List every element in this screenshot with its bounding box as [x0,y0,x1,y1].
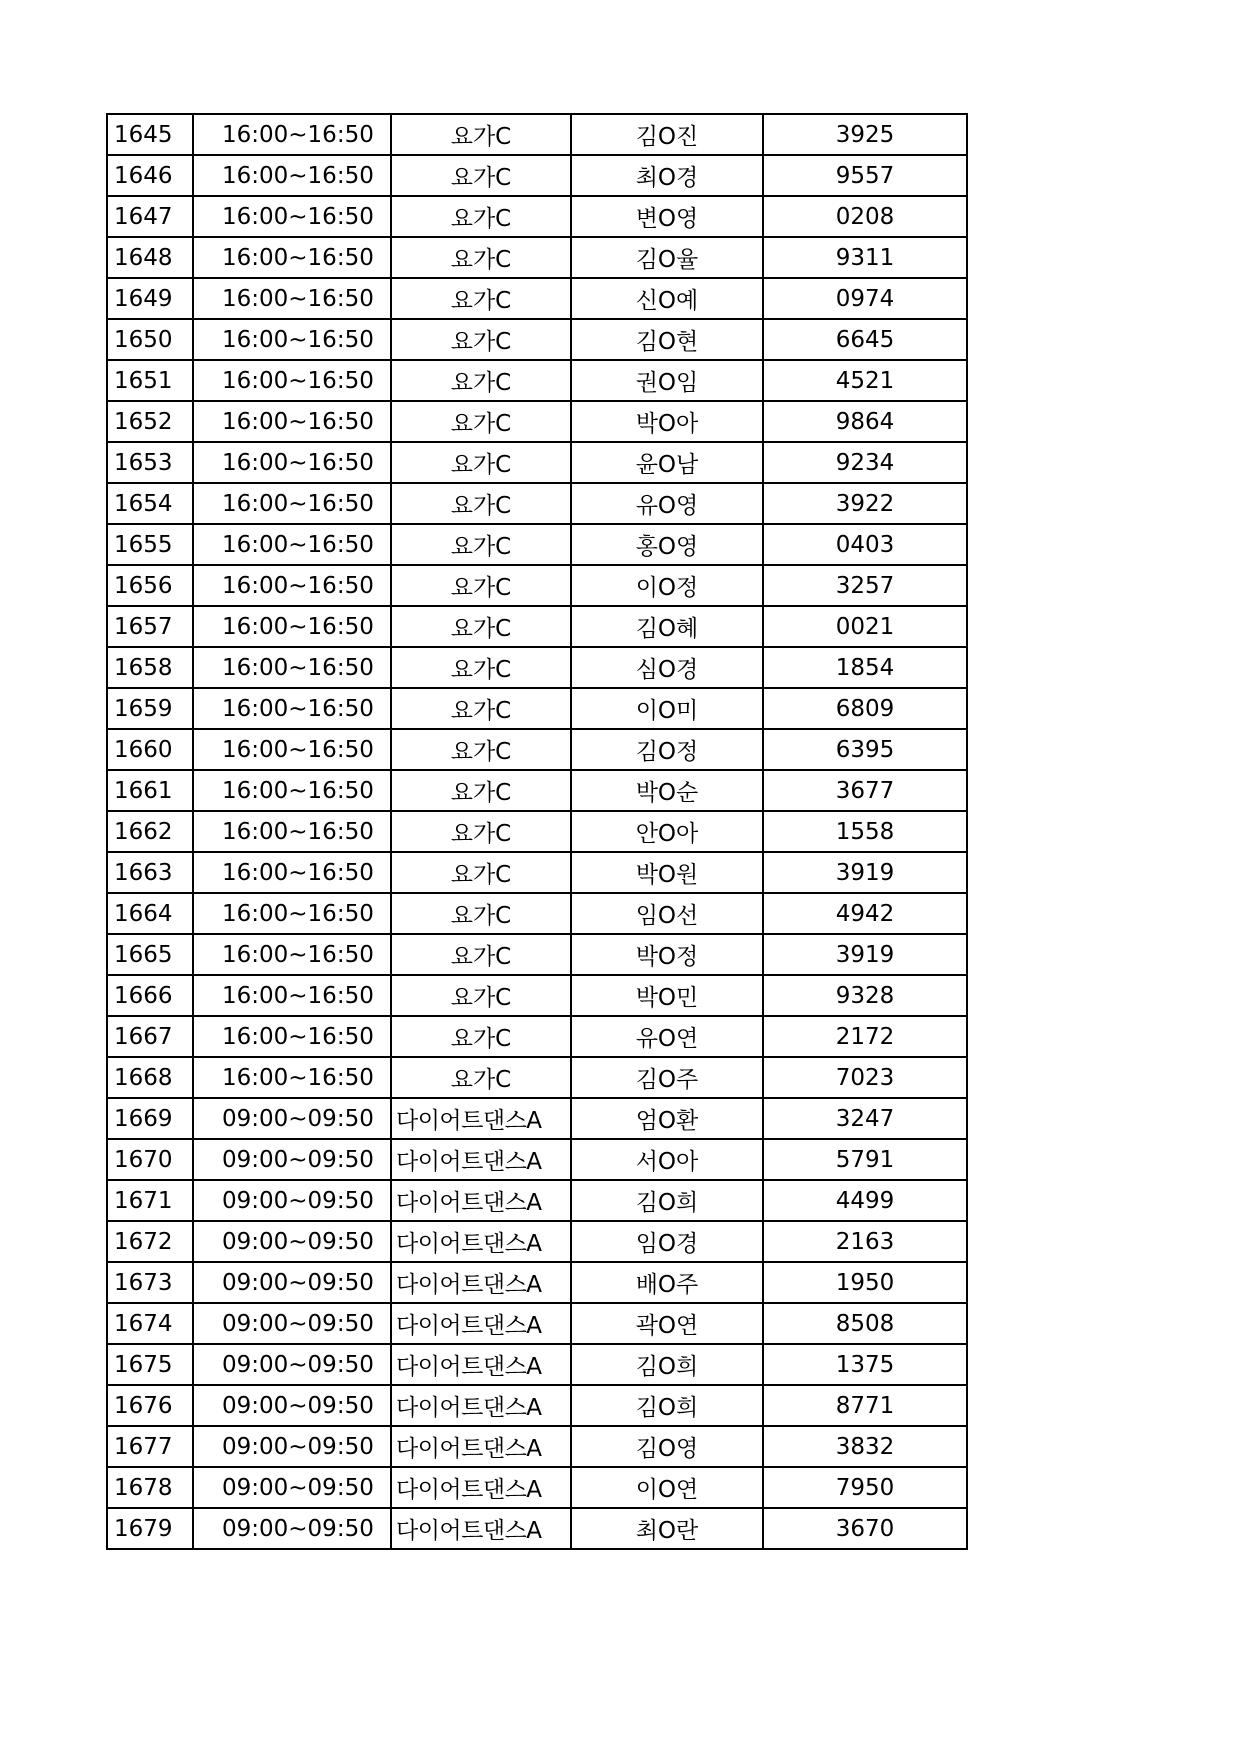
program-cell: 요가C [391,688,571,729]
time-slot-cell: 16:00~16:50 [193,442,391,483]
row-number-cell: 1667 [107,1016,193,1057]
program-cell: 요가C [391,606,571,647]
member-name-cell: 서O아 [571,1139,763,1180]
table-row [107,278,967,319]
member-name-cell: 임O선 [571,893,763,934]
row-number-cell: 1674 [107,1303,193,1344]
table-row [107,114,967,155]
member-name-cell: 배O주 [571,1262,763,1303]
row-number-cell: 1648 [107,237,193,278]
program-cell: 요가C [391,770,571,811]
row-number-cell: 1646 [107,155,193,196]
phone-last4-cell: 1950 [763,1262,967,1303]
table-row [107,1467,967,1508]
row-number-cell: 1655 [107,524,193,565]
phone-last4-cell: 0403 [763,524,967,565]
member-name-cell: 변O영 [571,196,763,237]
row-number-cell: 1676 [107,1385,193,1426]
row-number-cell: 1656 [107,565,193,606]
time-slot-cell: 16:00~16:50 [193,155,391,196]
phone-last4-cell: 9328 [763,975,967,1016]
member-name-cell: 최O란 [571,1508,763,1549]
time-slot-cell: 09:00~09:50 [193,1139,391,1180]
phone-last4-cell: 9864 [763,401,967,442]
time-slot-cell: 16:00~16:50 [193,647,391,688]
table-row [107,688,967,729]
member-name-cell: 김O율 [571,237,763,278]
table-row [107,360,967,401]
phone-last4-cell: 3919 [763,852,967,893]
phone-last4-cell: 1558 [763,811,967,852]
time-slot-cell: 09:00~09:50 [193,1180,391,1221]
row-number-cell: 1666 [107,975,193,1016]
program-cell: 다이어트댄스A [391,1508,571,1549]
program-cell: 다이어트댄스A [391,1426,571,1467]
time-slot-cell: 09:00~09:50 [193,1508,391,1549]
program-cell: 요가C [391,401,571,442]
time-slot-cell: 16:00~16:50 [193,360,391,401]
table-row [107,237,967,278]
phone-last4-cell: 0974 [763,278,967,319]
time-slot-cell: 09:00~09:50 [193,1344,391,1385]
table-row [107,1508,967,1549]
row-number-cell: 1668 [107,1057,193,1098]
row-number-cell: 1645 [107,114,193,155]
phone-last4-cell: 4521 [763,360,967,401]
time-slot-cell: 16:00~16:50 [193,483,391,524]
phone-last4-cell: 4942 [763,893,967,934]
table-row [107,1426,967,1467]
member-name-cell: 김O혜 [571,606,763,647]
row-number-cell: 1653 [107,442,193,483]
phone-last4-cell: 1375 [763,1344,967,1385]
member-name-cell: 곽O연 [571,1303,763,1344]
table-row [107,934,967,975]
row-number-cell: 1663 [107,852,193,893]
program-cell: 다이어트댄스A [391,1139,571,1180]
phone-last4-cell: 7023 [763,1057,967,1098]
phone-last4-cell: 8771 [763,1385,967,1426]
row-number-cell: 1647 [107,196,193,237]
program-cell: 요가C [391,893,571,934]
phone-last4-cell: 7950 [763,1467,967,1508]
row-number-cell: 1654 [107,483,193,524]
member-name-cell: 박O민 [571,975,763,1016]
phone-last4-cell: 9557 [763,155,967,196]
table-row [107,606,967,647]
table-row [107,483,967,524]
time-slot-cell: 09:00~09:50 [193,1467,391,1508]
table-row [107,155,967,196]
time-slot-cell: 16:00~16:50 [193,688,391,729]
row-number-cell: 1650 [107,319,193,360]
row-number-cell: 1677 [107,1426,193,1467]
member-name-cell: 김O주 [571,1057,763,1098]
member-name-cell: 이O연 [571,1467,763,1508]
time-slot-cell: 16:00~16:50 [193,934,391,975]
member-name-cell: 김O현 [571,319,763,360]
member-name-cell: 김O영 [571,1426,763,1467]
table-row [107,1016,967,1057]
time-slot-cell: 16:00~16:50 [193,114,391,155]
member-name-cell: 김O희 [571,1385,763,1426]
row-number-cell: 1672 [107,1221,193,1262]
table-row [107,811,967,852]
program-cell: 요가C [391,565,571,606]
phone-last4-cell: 5791 [763,1139,967,1180]
row-number-cell: 1679 [107,1508,193,1549]
table-row [107,1139,967,1180]
phone-last4-cell: 3257 [763,565,967,606]
time-slot-cell: 16:00~16:50 [193,729,391,770]
phone-last4-cell: 3832 [763,1426,967,1467]
program-cell: 요가C [391,319,571,360]
program-cell: 다이어트댄스A [391,1262,571,1303]
table-row [107,1303,967,1344]
program-cell: 요가C [391,360,571,401]
program-cell: 요가C [391,155,571,196]
phone-last4-cell: 3247 [763,1098,967,1139]
time-slot-cell: 16:00~16:50 [193,811,391,852]
table-row [107,524,967,565]
member-name-cell: 김O희 [571,1180,763,1221]
member-name-cell: 박O원 [571,852,763,893]
registration-table [106,113,968,1550]
member-name-cell: 유O연 [571,1016,763,1057]
row-number-cell: 1649 [107,278,193,319]
member-name-cell: 유O영 [571,483,763,524]
member-name-cell: 최O경 [571,155,763,196]
program-cell: 요가C [391,278,571,319]
table-row [107,1344,967,1385]
phone-last4-cell: 3677 [763,770,967,811]
row-number-cell: 1675 [107,1344,193,1385]
time-slot-cell: 16:00~16:50 [193,975,391,1016]
member-name-cell: 박O순 [571,770,763,811]
program-cell: 요가C [391,852,571,893]
program-cell: 요가C [391,442,571,483]
time-slot-cell: 16:00~16:50 [193,770,391,811]
time-slot-cell: 09:00~09:50 [193,1426,391,1467]
table-row [107,1098,967,1139]
phone-last4-cell: 9234 [763,442,967,483]
phone-last4-cell: 6809 [763,688,967,729]
table-row [107,401,967,442]
phone-last4-cell: 2163 [763,1221,967,1262]
time-slot-cell: 09:00~09:50 [193,1262,391,1303]
table-row [107,975,967,1016]
time-slot-cell: 16:00~16:50 [193,1057,391,1098]
time-slot-cell: 16:00~16:50 [193,237,391,278]
time-slot-cell: 16:00~16:50 [193,278,391,319]
member-name-cell: 홍O영 [571,524,763,565]
member-name-cell: 신O예 [571,278,763,319]
member-name-cell: 김O희 [571,1344,763,1385]
time-slot-cell: 16:00~16:50 [193,319,391,360]
program-cell: 다이어트댄스A [391,1303,571,1344]
phone-last4-cell: 0208 [763,196,967,237]
phone-last4-cell: 3922 [763,483,967,524]
program-cell: 요가C [391,114,571,155]
row-number-cell: 1673 [107,1262,193,1303]
row-number-cell: 1662 [107,811,193,852]
member-name-cell: 김O진 [571,114,763,155]
program-cell: 다이어트댄스A [391,1467,571,1508]
row-number-cell: 1678 [107,1467,193,1508]
phone-last4-cell: 6645 [763,319,967,360]
time-slot-cell: 16:00~16:50 [193,524,391,565]
time-slot-cell: 16:00~16:50 [193,196,391,237]
table-row [107,893,967,934]
row-number-cell: 1652 [107,401,193,442]
program-cell: 요가C [391,237,571,278]
phone-last4-cell: 3919 [763,934,967,975]
member-name-cell: 이O미 [571,688,763,729]
table-row [107,1262,967,1303]
phone-last4-cell: 3925 [763,114,967,155]
time-slot-cell: 16:00~16:50 [193,606,391,647]
program-cell: 다이어트댄스A [391,1098,571,1139]
member-name-cell: 안O아 [571,811,763,852]
table-row [107,565,967,606]
program-cell: 요가C [391,1057,571,1098]
time-slot-cell: 09:00~09:50 [193,1303,391,1344]
row-number-cell: 1659 [107,688,193,729]
phone-last4-cell: 1854 [763,647,967,688]
member-name-cell: 심O경 [571,647,763,688]
program-cell: 요가C [391,729,571,770]
member-name-cell: 박O정 [571,934,763,975]
program-cell: 요가C [391,483,571,524]
table-row [107,319,967,360]
row-number-cell: 1660 [107,729,193,770]
time-slot-cell: 16:00~16:50 [193,852,391,893]
table-row [107,1180,967,1221]
member-name-cell: 이O정 [571,565,763,606]
table-row [107,1385,967,1426]
row-number-cell: 1665 [107,934,193,975]
phone-last4-cell: 0021 [763,606,967,647]
phone-last4-cell: 2172 [763,1016,967,1057]
time-slot-cell: 09:00~09:50 [193,1385,391,1426]
row-number-cell: 1669 [107,1098,193,1139]
time-slot-cell: 16:00~16:50 [193,401,391,442]
program-cell: 다이어트댄스A [391,1344,571,1385]
program-cell: 요가C [391,647,571,688]
row-number-cell: 1664 [107,893,193,934]
table-row [107,770,967,811]
member-name-cell: 임O경 [571,1221,763,1262]
table-body [107,114,967,1549]
program-cell: 다이어트댄스A [391,1221,571,1262]
program-cell: 요가C [391,975,571,1016]
table-row [107,1057,967,1098]
time-slot-cell: 09:00~09:50 [193,1221,391,1262]
table-row [107,647,967,688]
table-row [107,442,967,483]
program-cell: 요가C [391,1016,571,1057]
time-slot-cell: 16:00~16:50 [193,1016,391,1057]
member-name-cell: 엄O환 [571,1098,763,1139]
member-name-cell: 윤O남 [571,442,763,483]
table-row [107,729,967,770]
table-row [107,196,967,237]
phone-last4-cell: 3670 [763,1508,967,1549]
program-cell: 요가C [391,934,571,975]
member-name-cell: 김O정 [571,729,763,770]
table-row [107,852,967,893]
row-number-cell: 1661 [107,770,193,811]
row-number-cell: 1670 [107,1139,193,1180]
program-cell: 요가C [391,196,571,237]
phone-last4-cell: 4499 [763,1180,967,1221]
row-number-cell: 1651 [107,360,193,401]
time-slot-cell: 16:00~16:50 [193,893,391,934]
row-number-cell: 1657 [107,606,193,647]
table-row [107,1221,967,1262]
time-slot-cell: 16:00~16:50 [193,565,391,606]
member-name-cell: 권O임 [571,360,763,401]
program-cell: 요가C [391,811,571,852]
program-cell: 다이어트댄스A [391,1385,571,1426]
time-slot-cell: 09:00~09:50 [193,1098,391,1139]
phone-last4-cell: 6395 [763,729,967,770]
phone-last4-cell: 8508 [763,1303,967,1344]
row-number-cell: 1671 [107,1180,193,1221]
row-number-cell: 1658 [107,647,193,688]
program-cell: 다이어트댄스A [391,1180,571,1221]
program-cell: 요가C [391,524,571,565]
phone-last4-cell: 9311 [763,237,967,278]
member-name-cell: 박O아 [571,401,763,442]
